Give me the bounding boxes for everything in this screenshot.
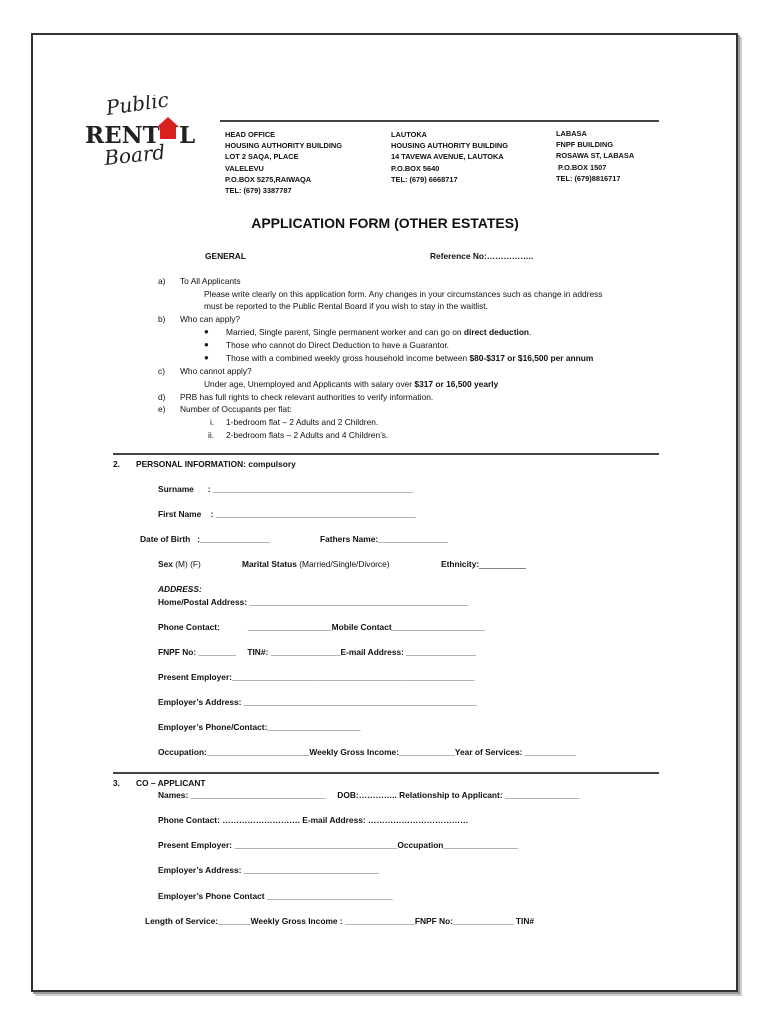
item-e: Number of Occupants per flat:	[180, 404, 292, 414]
lautoka-office-address: LAUTOKA HOUSING AUTHORITY BUILDING 14 TAVEWA AVENUE, LAUTOKA P.O.BOX 5640 TEL: (679) 6668717	[391, 130, 509, 184]
general-heading: GENERAL	[205, 251, 246, 261]
phone-mobile-contact-field[interactable]: Phone Contact: __________________Mobile Contact____________________	[158, 622, 485, 632]
co-applicant-names-field[interactable]: Names: _____________________________ DOB:………….. Relationship to Applicant: ________________	[158, 790, 580, 800]
bullet-icon: ●	[204, 340, 209, 349]
item-d: PRB has full rights to check relevant authorities to verify information.	[180, 392, 434, 402]
item-a: To All Applicants	[180, 276, 241, 286]
surname-field[interactable]: Surname : ___________________________________________	[158, 484, 414, 494]
labasa-office-address: LABASA FNPF BUILDING ROSAWA ST, LABASA P.O.BOX 1507 TEL: (679)8816717	[556, 129, 635, 183]
logo-text-board: Board	[103, 139, 167, 170]
section-divider	[113, 772, 659, 774]
fathers-name-field[interactable]: Fathers Name:_______________	[320, 534, 449, 544]
svg-text:L: L	[179, 122, 196, 149]
co-applicant-employer-address-field[interactable]: Employer’s Address: _____________________________	[158, 865, 379, 875]
bullet-icon: ●	[204, 327, 209, 336]
co-applicant-phone-email-field[interactable]: Phone Contact: ………………………. E-mail Address: ………………………………	[158, 815, 469, 825]
ethnicity-field[interactable]: Ethnicity:__________	[441, 559, 526, 569]
employer-address-field[interactable]: Employer’s Address: __________________________________________________	[158, 697, 477, 707]
marital-status-field[interactable]: Marital Status (Married/Single/Divorce)	[242, 559, 390, 569]
public-rental-board-logo	[85, 95, 205, 175]
co-applicant-service-income-fnpf-tin-field[interactable]: Length of Service:_______Weekly Gross Income : _______________FNPF No:_____________ TIN#	[145, 916, 535, 926]
employer-phone-field[interactable]: Employer’s Phone/Contact:____________________	[158, 722, 361, 732]
bullet-icon: ●	[204, 353, 209, 362]
home-postal-address-field[interactable]: Home/Postal Address: _______________________________________________	[158, 597, 469, 607]
occupation-income-service-field[interactable]: Occupation:______________________Weekly Gross Income:____________Year of Services: ___________	[158, 747, 576, 757]
date-of-birth-field[interactable]: Date of Birth :_______________	[140, 534, 270, 544]
head-office-address: HEAD OFFICE HOUSING AUTHORITY BUILDING LOT 2 SAQA, PLACE VALELEVU P.O.BOX 5275,RAIWAQA TEL: (679) 3387787	[225, 130, 343, 196]
house-icon	[157, 117, 179, 139]
address-heading: ADDRESS:	[158, 584, 202, 594]
logo-text-public: Public	[104, 95, 171, 120]
fnpf-tin-email-field[interactable]: FNPF No: ________ TIN#: _______________E-mail Address: _______________	[158, 647, 477, 657]
co-applicant-employer-occupation-field[interactable]: Present Employer: ___________________________________Occupation________________	[158, 840, 518, 850]
co-applicant-employer-phone-field[interactable]: Employer’s Phone Contact ___________________________	[158, 891, 393, 901]
present-employer-field[interactable]: Present Employer:____________________________________________________	[158, 672, 475, 682]
first-name-field[interactable]: First Name : ___________________________________________	[158, 509, 416, 519]
item-c: Who cannot apply?	[180, 366, 252, 376]
sex-field[interactable]: Sex (M) (F)	[158, 559, 201, 569]
form-title: APPLICATION FORM (OTHER ESTATES)	[251, 215, 519, 231]
section-divider	[113, 453, 659, 455]
item-b: Who can apply?	[180, 314, 241, 324]
header-rule	[220, 120, 659, 122]
reference-number: Reference No:……………..	[430, 251, 534, 261]
personal-info-heading: PERSONAL INFORMATION: compulsory	[136, 459, 296, 469]
logo-text-rental: RENT	[85, 122, 160, 149]
co-applicant-heading: CO – APPLICANT	[136, 778, 206, 788]
